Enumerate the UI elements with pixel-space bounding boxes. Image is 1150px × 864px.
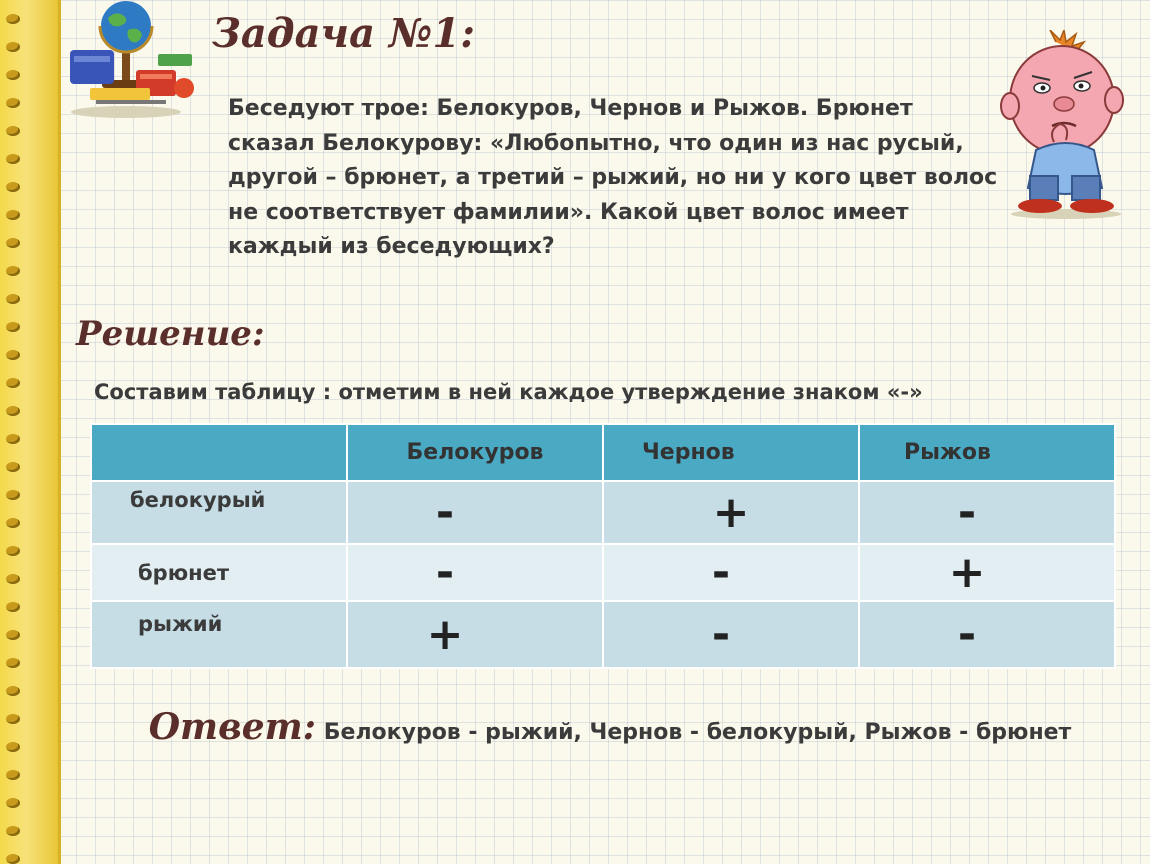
- binder-ring: [6, 854, 20, 864]
- table-row: [91, 481, 1115, 544]
- table-cell: -: [603, 544, 859, 601]
- binder-ring: [6, 238, 20, 248]
- table-cell: -: [603, 601, 859, 668]
- binder-ring: [6, 294, 20, 304]
- binder-ring: [6, 490, 20, 500]
- table-cell: +: [347, 601, 603, 668]
- binder-ring: [6, 546, 20, 556]
- hair-color-table: [90, 423, 1116, 669]
- binder-ring: [6, 518, 20, 528]
- binder-ring: [6, 798, 20, 808]
- row-label-brunette: брюнет: [91, 544, 347, 601]
- notebook-binder-strip: [0, 0, 61, 864]
- column-header-belokurov: Белокуров: [347, 424, 603, 481]
- binder-ring: [6, 126, 20, 136]
- binder-ring: [6, 462, 20, 472]
- column-header-chernov: Чернов: [603, 424, 859, 481]
- binder-ring: [6, 378, 20, 388]
- thinking-boy-icon: [996, 30, 1136, 220]
- binder-ring: [6, 602, 20, 612]
- solution-heading: Решение:: [76, 314, 265, 354]
- answer-text: Белокуров - рыжий, Чернов - белокурый, Рыжов - брюнет: [323, 720, 1072, 745]
- binder-ring: [6, 658, 20, 668]
- binder-ring: [6, 42, 20, 52]
- globe-and-school-supplies-icon: [66, 0, 216, 120]
- binder-ring: [6, 770, 20, 780]
- instruction-text: Составим таблицу : отметим в ней каждое утверждение знаком «-»: [94, 380, 923, 404]
- binder-ring: [6, 98, 20, 108]
- table-header-corner: [91, 424, 347, 481]
- binder-ring: [6, 826, 20, 836]
- binder-ring: [6, 406, 20, 416]
- table-header-row: [91, 424, 1115, 481]
- table-row: [91, 601, 1115, 668]
- binder-ring: [6, 350, 20, 360]
- row-label-red: рыжий: [91, 601, 347, 668]
- row-label-blond: белокурый: [91, 481, 347, 544]
- table-row: [91, 544, 1115, 601]
- column-header-ryzhov: Рыжов: [859, 424, 1115, 481]
- binder-ring: [6, 574, 20, 584]
- binder-ring: [6, 630, 20, 640]
- table-cell: +: [859, 544, 1115, 601]
- problem-text: Беседуют трое: Белокуров, Чернов и Рыжов. Брюнет сказал Белокурову: «Любопытно, что один из нас русый, другой – брюнет, а третий – рыжий, но ни у кого цвет волос не соответствует фамилии». Какой цвет волос имеет каждый из беседующих?: [228, 96, 998, 259]
- answer-block: [130, 708, 1090, 752]
- binder-ring: [6, 434, 20, 444]
- answer-label: Ответ:: [148, 706, 317, 748]
- table-cell: +: [603, 481, 859, 544]
- binder-ring: [6, 322, 20, 332]
- binder-ring: [6, 742, 20, 752]
- binder-ring: [6, 70, 20, 80]
- binder-ring: [6, 14, 20, 24]
- problem-title: Задача №1:: [212, 10, 476, 57]
- binder-ring: [6, 266, 20, 276]
- binder-ring: [6, 154, 20, 164]
- binder-ring: [6, 714, 20, 724]
- table-cell: -: [859, 481, 1115, 544]
- table-cell: -: [859, 601, 1115, 668]
- table-cell: -: [347, 481, 603, 544]
- table-cell: -: [347, 544, 603, 601]
- binder-ring: [6, 182, 20, 192]
- binder-ring: [6, 210, 20, 220]
- binder-ring: [6, 686, 20, 696]
